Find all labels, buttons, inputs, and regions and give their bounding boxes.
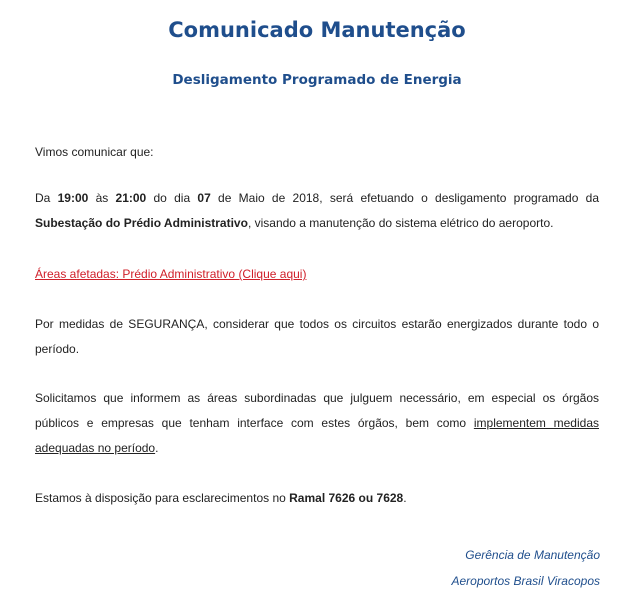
contact-text-1: Estamos à disposição para esclarecimentos no: [35, 491, 290, 505]
schedule-text-3: do dia: [146, 191, 198, 205]
substation-location: Subestação do Prédio Administrativo: [35, 216, 248, 230]
contact-ramal: Ramal 7626 ou 7628: [289, 491, 404, 505]
intro-paragraph: Vimos comunicar que:: [35, 145, 154, 159]
contact-paragraph: [35, 486, 599, 511]
request-underlined-text: implementem medidas adequadas no período: [35, 416, 599, 455]
schedule-day: 07: [197, 191, 211, 205]
schedule-paragraph: [35, 186, 599, 236]
schedule-text-1: Da: [35, 191, 58, 205]
schedule-text-5: , visando a manutenção do sistema elétrico do aeroporto.: [247, 216, 554, 230]
affected-areas-paragraph: [35, 262, 599, 287]
signature-company: Aeroportos Brasil Viracopos: [451, 574, 600, 588]
page-subtitle: Desligamento Programado de Energia: [172, 72, 462, 88]
safety-paragraph: Por medidas de SEGURANÇA, considerar que todos os circuitos estarão energizados durante todo o período.: [35, 317, 599, 356]
request-text-1: Solicitamos que informem as áreas subordinadas que julguem necessário, em especial os órgãos públicos e empresas que tenham interface com estes órgãos, bem como: [35, 391, 599, 430]
affected-areas-link[interactable]: Áreas afetadas: Prédio Administrativo (Clique aqui): [35, 267, 307, 281]
schedule-text-2: às: [88, 191, 116, 205]
signature-department: Gerência de Manutenção: [465, 548, 600, 562]
schedule-text-4: de Maio de 2018, será efetuando o desligamento programado da: [210, 191, 599, 205]
page-title: Comunicado Manutenção: [168, 18, 466, 42]
request-paragraph: [35, 386, 599, 461]
end-time: 21:00: [115, 191, 147, 205]
request-text-2: .: [155, 441, 159, 455]
start-time: 19:00: [57, 191, 89, 205]
contact-text-2: .: [403, 491, 407, 505]
